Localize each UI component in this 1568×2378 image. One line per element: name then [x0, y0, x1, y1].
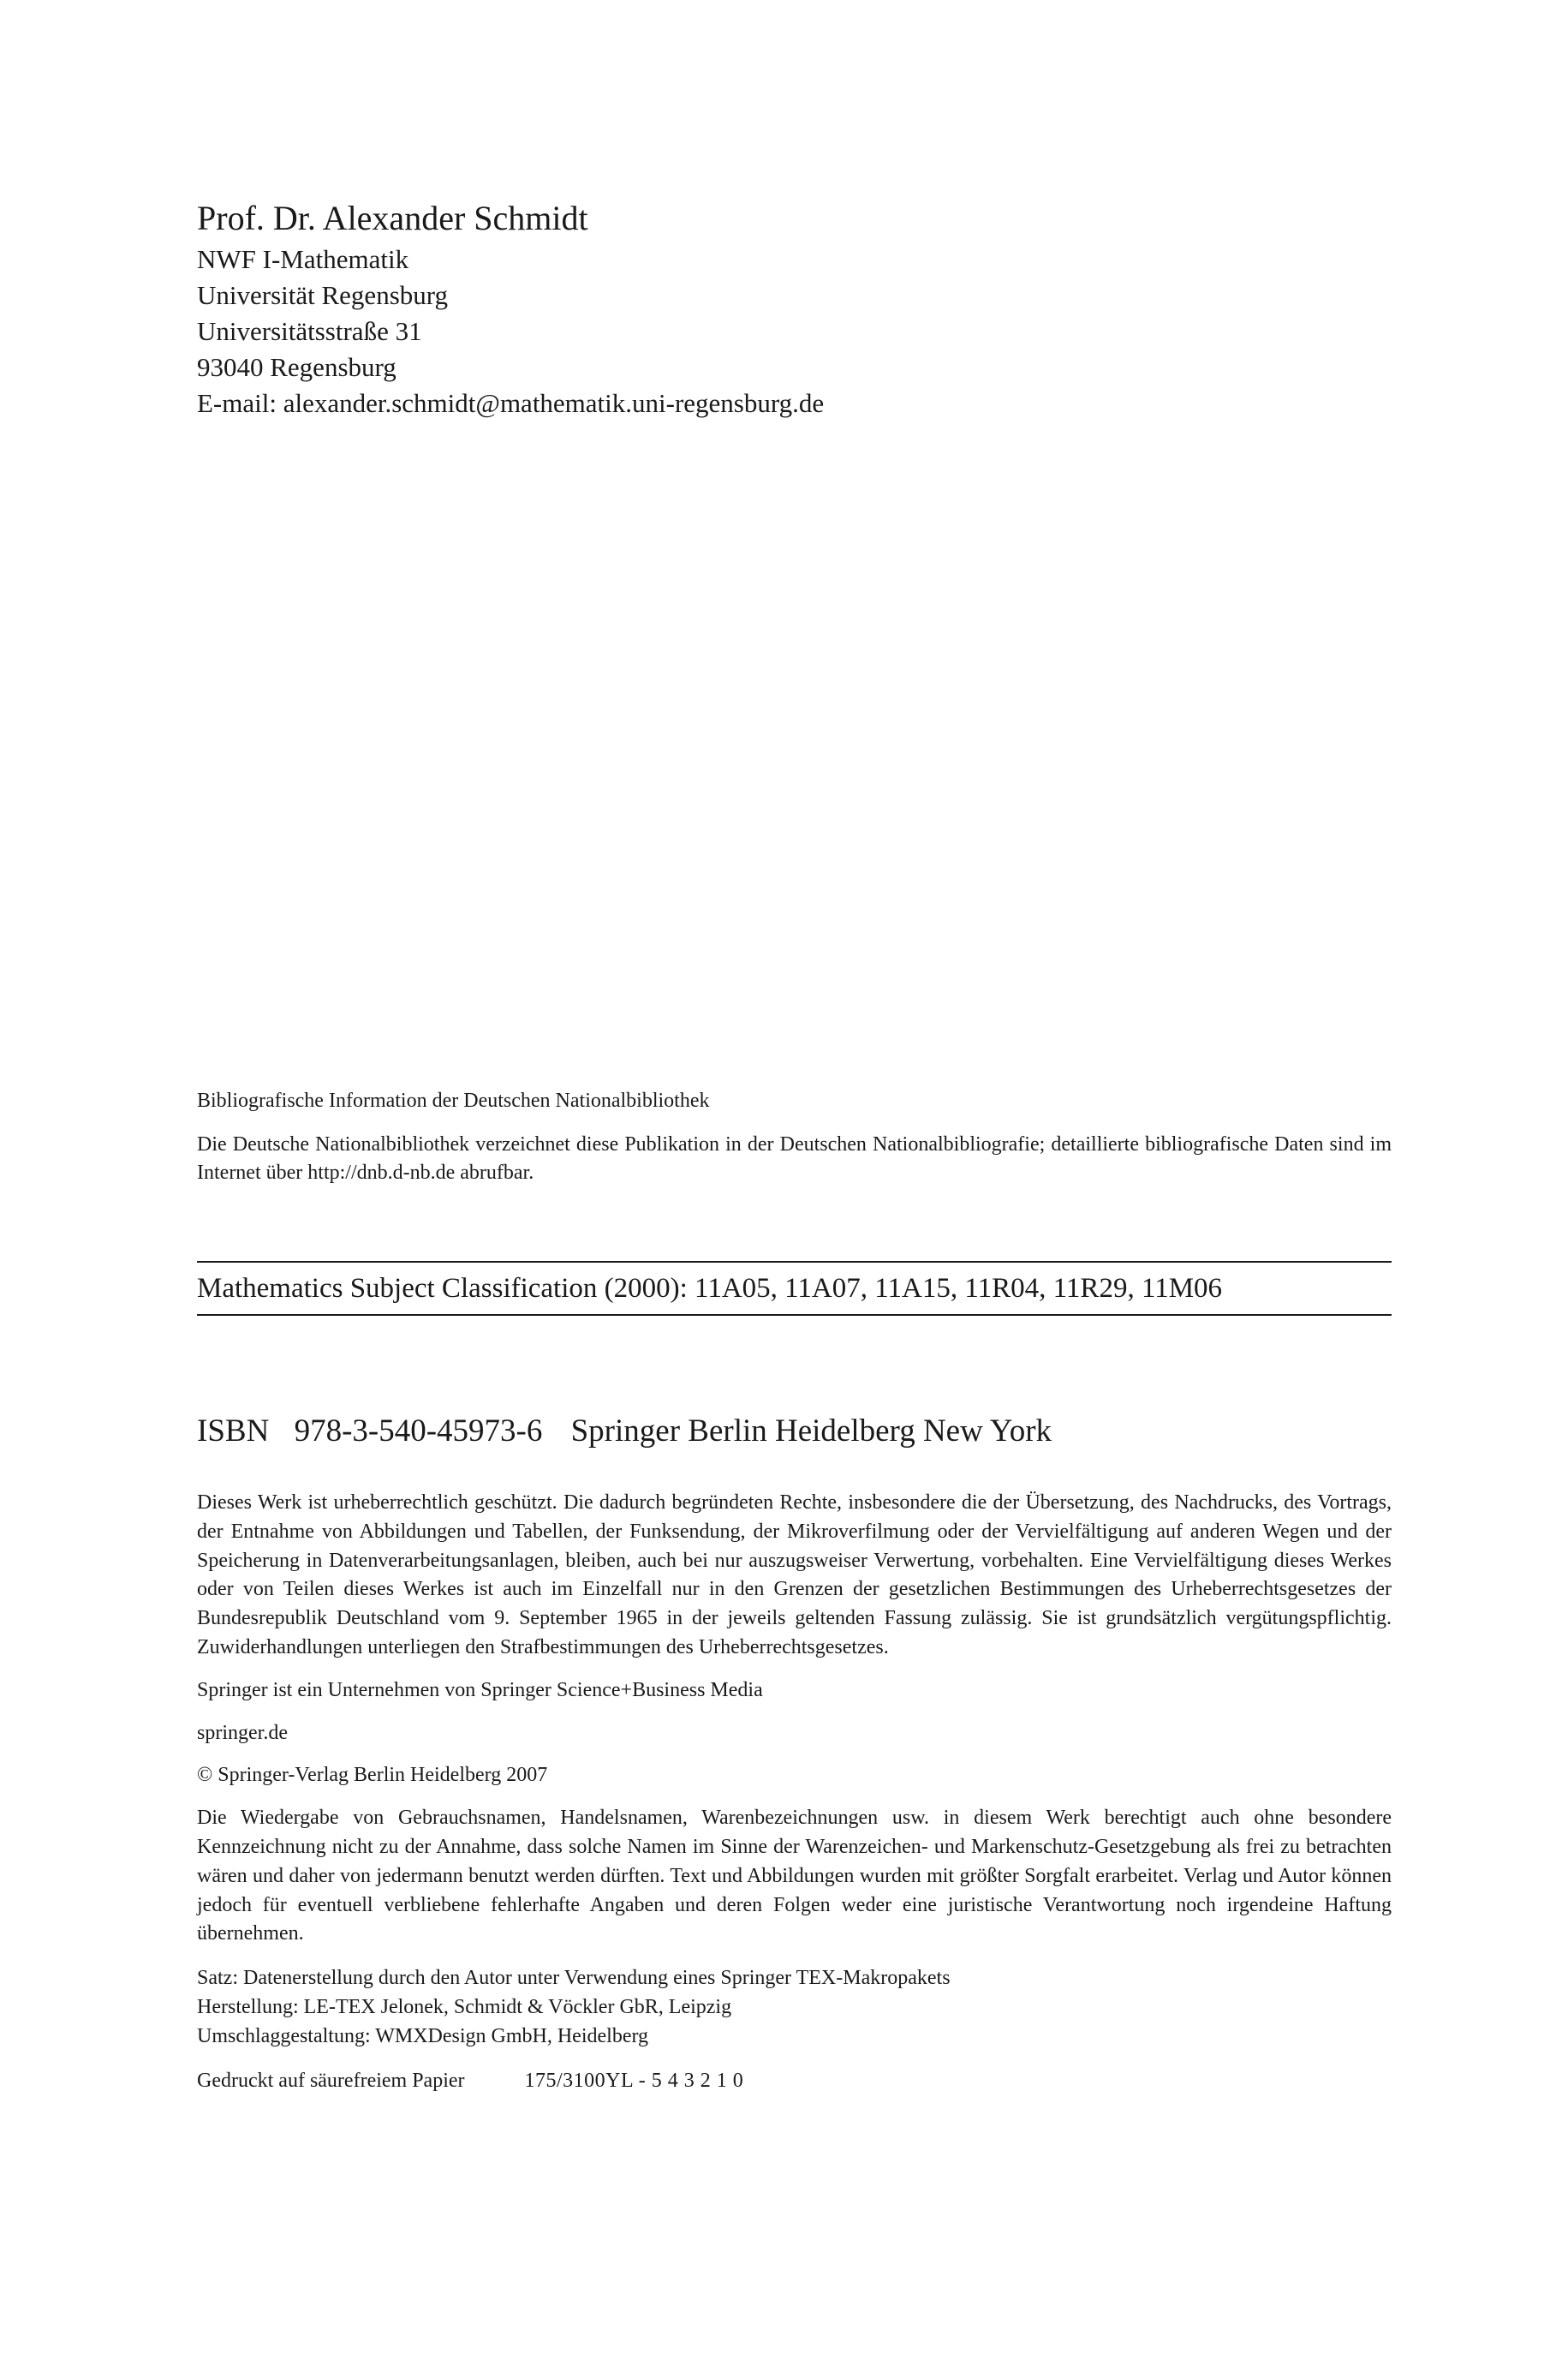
paper-note: Gedruckt auf säurefreiem Papier: [197, 2069, 465, 2092]
bibliographic-text: Die Deutsche Nationalbibliothek verzeichnet diese Publikation in der Deutschen Nationalbibliografie; detaillierte bibliografische Daten sind im Internet über http://dnb.d-nb.de abrufbar.: [197, 1133, 1392, 1184]
copyright-line: © Springer-Verlag Berlin Heidelberg 2007: [197, 1764, 548, 1787]
print-info: [197, 2067, 1392, 2096]
address-street: Universitätsstraße 31: [197, 316, 422, 346]
author-name: Prof. Dr. Alexander Schmidt: [197, 199, 588, 237]
address-university: Universität Regensburg: [197, 280, 449, 310]
imprint-page: [197, 0, 1392, 2378]
copyright-notice: Dieses Werk ist urheberrechtlich geschützt. Die dadurch begründeten Rechte, insbesondere die der Übersetzung, des Nachdrucks, des Vortrags, der Entnahme von Abbildungen und Tabellen, der Funksendung, der Mikroverfilmung oder der Vervielfältigung auf anderen Wegen und der Speicherung in Datenverarbeitungsanlagen, bleiben, auch bei nur auszugsweiser Verwertung, vorbehalten. Eine Vervielfältigung dieses Werkes oder von Teilen dieses Werkes ist auch im Einzelfall nur in den Grenzen der gesetzlichen Bestimmungen des Urheberrechtsgesetzes der Bundesrepublik Deutschland vom 9. September 1965 in der jeweils geltenden Fassung zulässig. Sie ist grundsätzlich vergütungspflichtig. Zuwiderhandlungen unterliegen den Strafbestimmungen des Urheberrechtsgesetzes.: [197, 1491, 1392, 1658]
msc-box: [197, 1261, 1392, 1316]
company-statement: Springer ist ein Unternehmen von Springer Science+Business Media: [197, 1678, 763, 1701]
msc-classification: Mathematics Subject Classification (2000): 11A05, 11A07, 11A15, 11R04, 11R29, 11M06: [197, 1273, 1223, 1304]
production-credit: Herstellung: LE-TEX Jelonek, Schmidt & Vöckler GbR, Leipzig: [197, 1995, 732, 2018]
isbn-number: 978-3-540-45973-6: [294, 1413, 543, 1449]
address-city: 93040 Regensburg: [197, 352, 396, 382]
bibliographic-heading: Bibliografische Information der Deutschen Nationalbibliothek: [197, 1090, 710, 1112]
typesetting-credit: Satz: Datenerstellung durch den Autor unter Verwendung eines Springer TEX-Makropakets: [197, 1967, 951, 1990]
trademark-notice: Die Wiedergabe von Gebrauchsnamen, Handelsnamen, Warenbezeichnungen usw. in diesem Werk berechtigt auch ohne besondere Kennzeichnung nicht zu der Annahme, dass solche Namen im Sinne der Warenzeichen- und Markenschutz-Gesetzgebung als frei zu betrachten wären und daher von jedermann benutzt werden dürften. Text und Abbildungen wurden mit größter Sorgfalt erarbeitet. Verlag und Autor können jedoch für eventuell verbliebene fehlerhafte Angaben und deren Folgen weder eine juristische Verantwortung noch irgendeine Haftung übernehmen.: [197, 1807, 1392, 1945]
address-email: E-mail: alexander.schmidt@mathematik.uni-regensburg.de: [197, 388, 825, 418]
isbn-label: ISBN: [197, 1413, 270, 1449]
isbn-publisher: Springer Berlin Heidelberg New York: [570, 1413, 1052, 1449]
print-code: 175/3100YL - 5 4 3 2 1 0: [524, 2069, 744, 2092]
publisher-website: springer.de: [197, 1721, 288, 1744]
isbn-line: [197, 1412, 1392, 1451]
bibliographic-info: [197, 1086, 1392, 1187]
legal-section: [197, 1489, 1392, 2109]
cover-design-credit: Umschlaggestaltung: WMXDesign GmbH, Heidelberg: [197, 2024, 649, 2047]
author-block: [197, 195, 1392, 421]
address-department: NWF I-Mathematik: [197, 244, 409, 274]
